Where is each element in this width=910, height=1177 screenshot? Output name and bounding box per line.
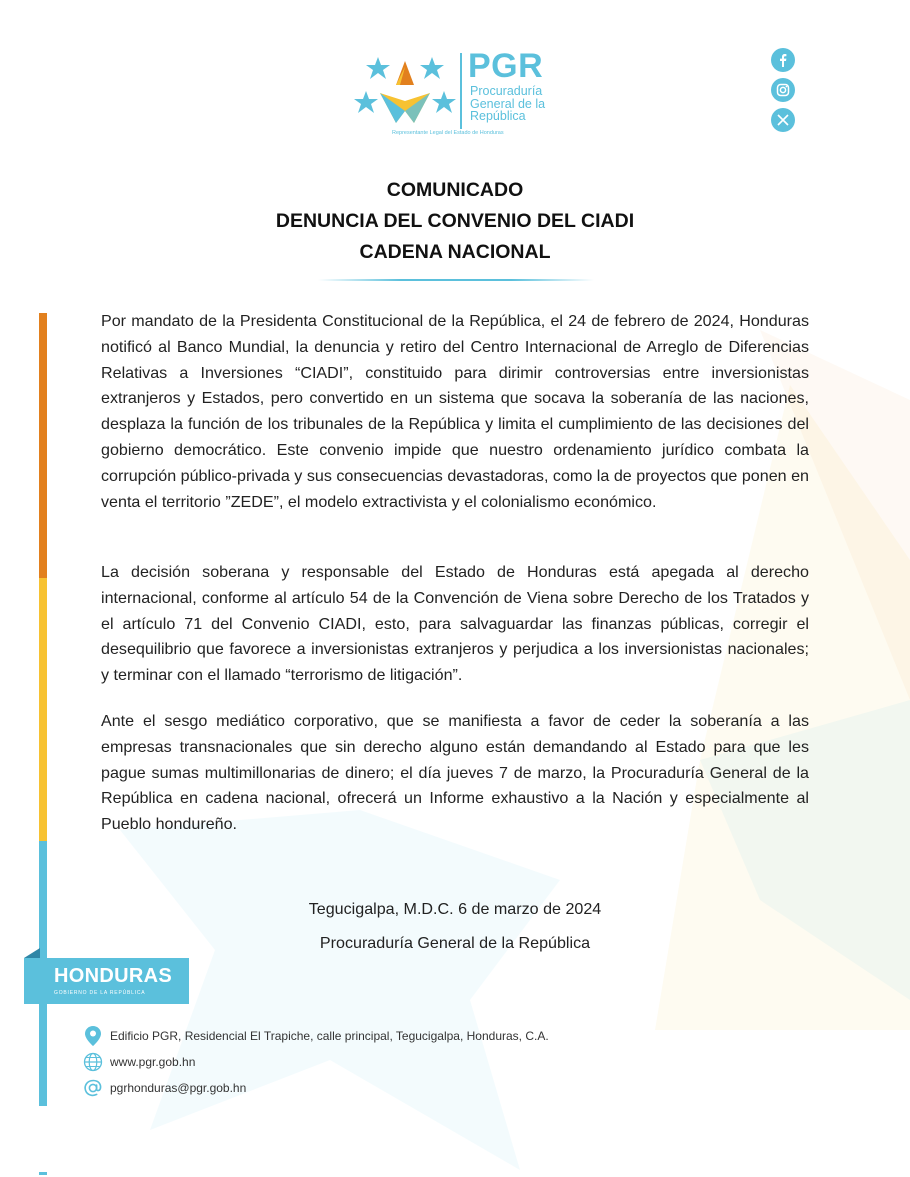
instagram-icon xyxy=(776,83,790,97)
side-stripe-orange xyxy=(39,313,47,578)
website-link[interactable]: www.pgr.gob.hn xyxy=(110,1055,196,1069)
badge-fold xyxy=(24,948,40,958)
logo-title: PGR xyxy=(468,47,544,85)
logo-tagline: Representante Legal del Estado de Honduras xyxy=(392,130,504,136)
title-comunicado: COMUNICADO xyxy=(386,179,524,201)
facebook-link[interactable] xyxy=(771,48,795,72)
stars-emblem-icon xyxy=(350,51,458,131)
side-stripe-yellow xyxy=(39,578,47,841)
logo-subtitle-line: General de la xyxy=(470,96,546,111)
title-underline xyxy=(318,279,594,281)
contact-address xyxy=(82,1025,549,1047)
at-sign-icon xyxy=(82,1077,104,1099)
title-cadena: CADENA NACIONAL xyxy=(359,241,551,263)
logo-subtitle xyxy=(470,85,545,123)
paragraph-1: Por mandato de la Presidenta Constitucional de la República, el 24 de febrero de 2024, Honduras notificó al Banco Mundial, la denuncia y retiro del Centro Internacional de Arreglo de Diferencias Relativas a Inversiones “CIADI”, constituido para dirimir controversias entre inversionistas extranjeros y Estados, pero convertido en un sistema que socava la soberanía de las naciones, desplaza la función de los tribunales de la República y limita el cumplimiento de las decisiones del gobierno democrático. Este convenio impide que nuestro ordenamiento jurídico combata la corrupción público-privada y sus consecuencias devastadoras, como la de proyectos que ponen en venta el territorio ”ZEDE”, el modelo extractivista y el colonialismo económico. xyxy=(101,312,809,511)
address-text: Edificio PGR, Residencial El Trapiche, calle principal, Tegucigalpa, Honduras, C.A. xyxy=(110,1029,549,1043)
honduras-badge-name: HONDURAS xyxy=(54,965,172,987)
logo-divider xyxy=(460,53,462,129)
x-link[interactable] xyxy=(771,108,795,132)
honduras-government-badge xyxy=(24,958,189,1004)
title-denuncia: DENUNCIA DEL CONVENIO DEL CIADI xyxy=(275,210,635,232)
location-pin-icon xyxy=(82,1025,104,1047)
logo-subtitle-line: Procuraduría xyxy=(470,84,543,98)
facebook-icon xyxy=(776,53,790,67)
logo-subtitle-line: República xyxy=(470,109,526,123)
globe-icon xyxy=(82,1051,104,1073)
email-link[interactable]: pgrhonduras@pgr.gob.hn xyxy=(110,1081,247,1095)
instagram-link[interactable] xyxy=(771,78,795,102)
contact-website[interactable] xyxy=(82,1051,195,1073)
bottom-accent xyxy=(39,1172,47,1175)
signing-organization: Procuraduría General de la República xyxy=(319,934,591,952)
x-icon xyxy=(777,114,789,126)
document-title-block xyxy=(0,175,910,268)
contact-email[interactable] xyxy=(82,1077,246,1099)
place-date: Tegucigalpa, M.D.C. 6 de marzo de 2024 xyxy=(308,900,602,918)
paragraph-2: La decisión soberana y responsable del Estado de Honduras está apegada al derecho internacional, conforme al artículo 54 de la Convención de Viena sobre Derecho de los Tratados y el artículo 71 del Convenio CIADI, esto, para salvaguardar las finanzas públicas, corregir el desequilibrio que favorece a inversionistas extranjeros y perjudica a los inversionistas nacionales; y terminar con el llamado “terrorismo de litigación”. xyxy=(101,563,809,685)
pgr-logo xyxy=(350,45,565,145)
honduras-badge-subtitle: GOBIERNO DE LA REPÚBLICA xyxy=(54,990,146,996)
paragraph-3: Ante el sesgo mediático corporativo, que se manifiesta a favor de ceder la soberanía a las empresas transnacionales que sin derecho alguno están demandando al Estado para que les pague sumas multimillonarias de dinero; el día jueves 7 de marzo, la Procuraduría General de la República en cadena nacional, ofrecerá un Informe exhaustivo a la Nación y especialmente al Pueblo hondureño. xyxy=(101,712,809,834)
